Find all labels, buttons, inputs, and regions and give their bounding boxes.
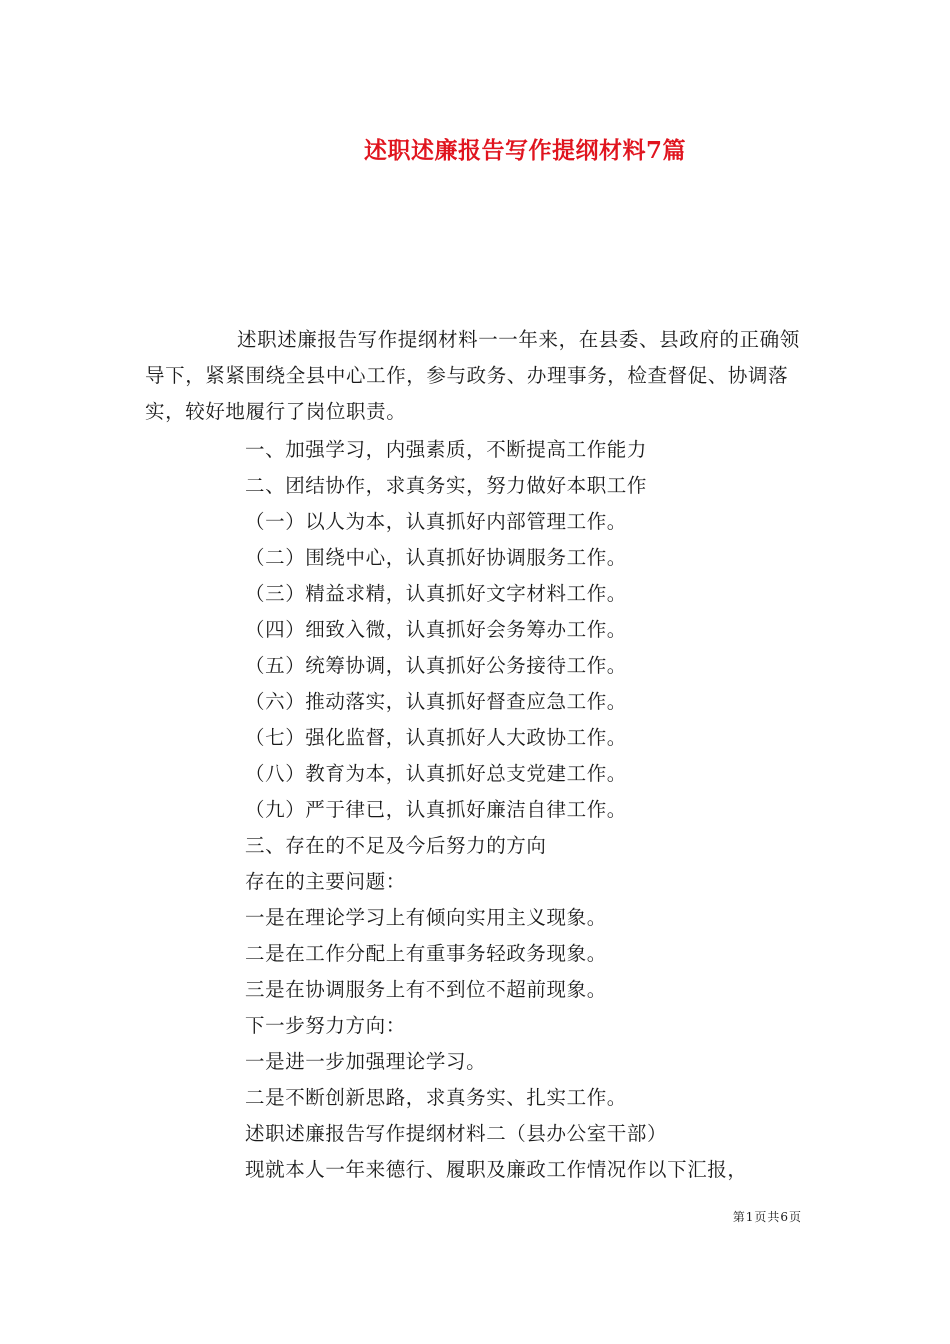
body-line: 二是不断创新思路，求真务实、扎实工作。 [245,1086,627,1109]
body-line: 存在的主要问题： [245,870,406,893]
sub-item: （五）统筹协调，认真抓好公务接待工作。 [245,654,627,677]
body-lines [245,432,825,1188]
sub-item: （四）细致入微，认真抓好会务筹办工作。 [245,618,627,641]
intro-paragraph: 述职述廉报告写作提纲材料一一年来，在县委、县政府的正确领导下，紧紧围绕全县中心工作，参与政务、办理事务，检查督促、协调落实，较好地履行了岗位职责。 [145,328,800,423]
sub-item: （八）教育为本，认真抓好总支党建工作。 [245,762,627,785]
sub-item: （七）强化监督，认真抓好人大政协工作。 [245,726,627,749]
sub-item: （九）严于律已，认真抓好廉洁自律工作。 [245,798,627,821]
sub-item: （一）以人为本，认真抓好内部管理工作。 [245,510,627,533]
body-line: 一是在理论学习上有倾向实用主义现象。 [245,906,607,929]
body-line: 述职述廉报告写作提纲材料二（县办公室干部） [245,1122,668,1145]
sub-item: （二）围绕中心，认真抓好协调服务工作。 [245,546,627,569]
section-heading-2: 二、团结协作，求真务实，努力做好本职工作 [245,474,648,497]
body-line: 三是在协调服务上有不到位不超前现象。 [245,978,607,1001]
section-heading-1: 一、加强学习，内强素质，不断提高工作能力 [245,438,648,461]
document-title: 述职述廉报告写作提纲材料7篇 [363,137,686,164]
body-line: 一是进一步加强理论学习。 [245,1050,487,1073]
body-line: 现就本人一年来德行、履职及廉政工作情况作以下汇报， [245,1158,748,1181]
sub-item: （六）推动落实，认真抓好督查应急工作。 [245,690,627,713]
body-line: 二是在工作分配上有重事务轻政务现象。 [245,942,607,965]
sub-item: （三）精益求精，认真抓好文字材料工作。 [245,582,627,605]
page-footer: 第1页共6页 [732,1210,802,1224]
section-heading-3: 三、存在的不足及今后努力的方向 [245,834,547,857]
body-line: 下一步努力方向： [245,1014,406,1037]
